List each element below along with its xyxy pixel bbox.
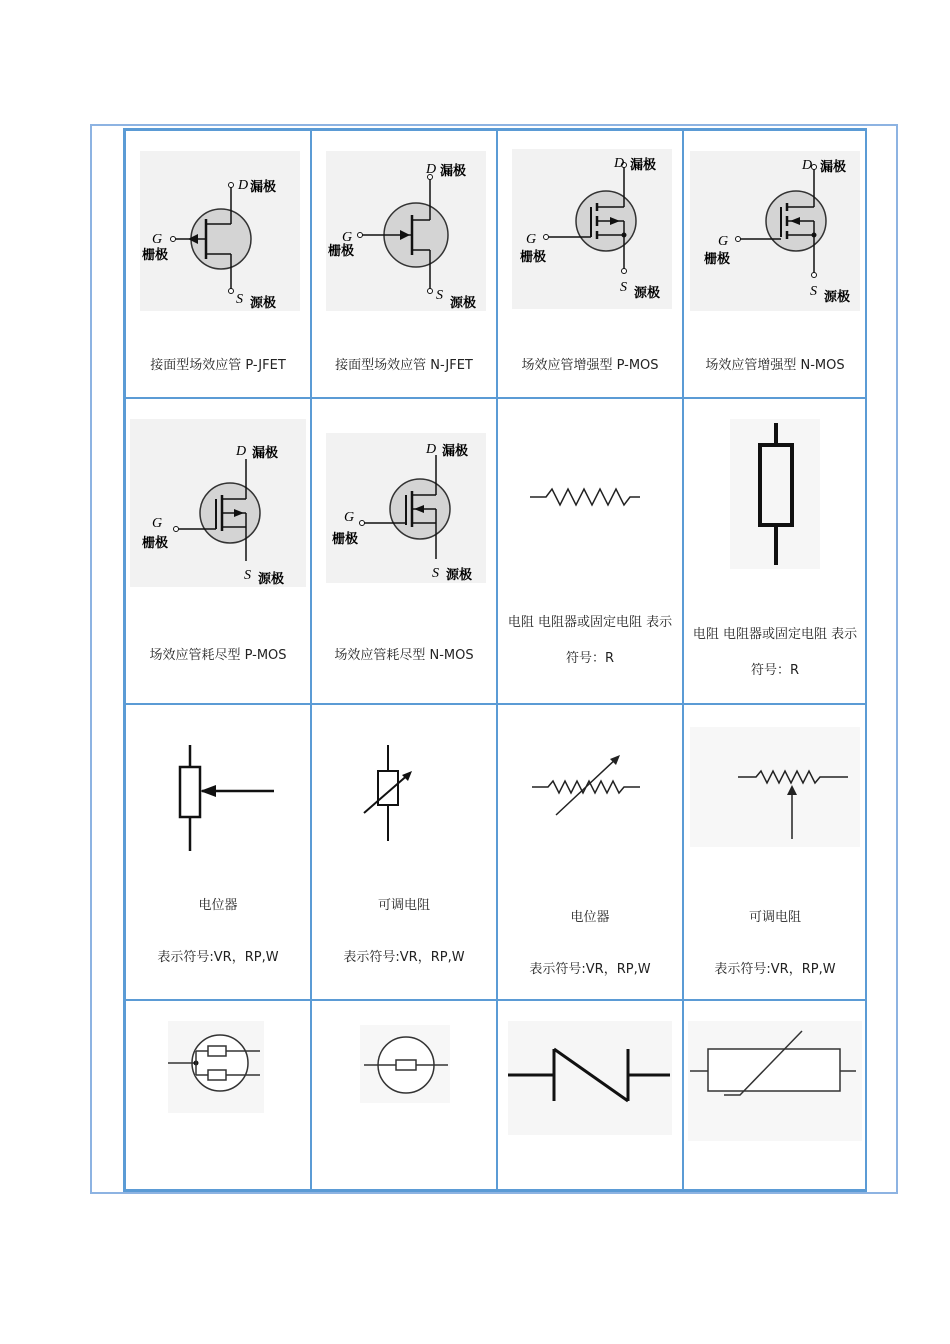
nmos-enh-symbol bbox=[684, 131, 866, 331]
drain-letter: D bbox=[238, 178, 249, 193]
variable-resistor-1-symbol-text: 表示符号:VR，RP,W bbox=[343, 950, 465, 965]
pmos-dep-symbol bbox=[126, 399, 310, 599]
source-label: 源极 bbox=[446, 568, 473, 583]
gate-letter: G bbox=[718, 234, 729, 249]
potentiometer-2-symbol bbox=[498, 705, 682, 875]
caption-pmos-enh: 场效应管增强型 P-MOS bbox=[521, 358, 659, 373]
cell-variable-resistor-1 bbox=[311, 704, 497, 1000]
potentiometer-2-name: 电位器 bbox=[570, 910, 610, 925]
cell-varistor bbox=[683, 1000, 867, 1190]
gate-letter: G bbox=[526, 232, 537, 247]
resistor-circle-symbol bbox=[312, 1001, 496, 1151]
zigzag-component-symbol bbox=[498, 1001, 682, 1151]
source-letter: S bbox=[436, 288, 443, 303]
source-label: 源极 bbox=[450, 296, 477, 311]
drain-letter: D bbox=[426, 442, 437, 457]
pmos-enh-symbol bbox=[498, 131, 682, 331]
source-letter: S bbox=[244, 568, 251, 583]
source-label: 源极 bbox=[824, 290, 851, 305]
resistor-box-symbol bbox=[684, 399, 866, 599]
gate-letter: G bbox=[152, 232, 163, 247]
cell-njfet bbox=[311, 130, 497, 398]
cell-pmos-enh bbox=[497, 130, 683, 398]
potentiometer-1-name: 电位器 bbox=[198, 898, 238, 913]
drain-label: 漏极 bbox=[250, 180, 277, 195]
gate-label: 栅极 bbox=[704, 252, 731, 267]
variable-resistor-2-symbol-text: 表示符号:VR，RP,W bbox=[714, 962, 836, 977]
drain-letter: D bbox=[236, 444, 247, 459]
potentiometer-2-symbol-text: 表示符号:VR，RP,W bbox=[529, 962, 651, 977]
cell-resistor-zigzag bbox=[497, 398, 683, 704]
caption-pmos-dep: 场效应管耗尽型 P-MOS bbox=[149, 648, 287, 663]
source-label: 源极 bbox=[250, 296, 277, 311]
source-label: 源极 bbox=[634, 286, 661, 301]
gate-label: 栅极 bbox=[332, 532, 359, 547]
caption-resistor-zigzag: 电阻 电阻器或固定电阻 表示符号：R bbox=[507, 615, 673, 666]
drain-label: 漏极 bbox=[440, 164, 467, 179]
varistor-symbol bbox=[684, 1001, 866, 1151]
cell-potentiometer-2 bbox=[497, 704, 683, 1000]
cell-zigzag-component bbox=[497, 1000, 683, 1190]
source-letter: S bbox=[620, 280, 627, 295]
potentiometer-1-symbol-text: 表示符号:VR，RP,W bbox=[157, 950, 279, 965]
drain-letter: D bbox=[614, 156, 625, 171]
drain-label: 漏极 bbox=[820, 160, 847, 175]
cell-variable-resistor-2 bbox=[683, 704, 867, 1000]
variable-resistor-2-symbol bbox=[684, 705, 866, 875]
gate-label: 栅极 bbox=[142, 248, 169, 263]
nmos-dep-symbol bbox=[312, 399, 496, 599]
variable-resistor-1-symbol bbox=[312, 705, 496, 875]
cell-pjfet bbox=[125, 130, 311, 398]
drain-label: 漏极 bbox=[630, 158, 657, 173]
symbol-table bbox=[123, 128, 867, 1192]
njfet-symbol bbox=[312, 131, 496, 331]
caption-resistor-box: 电阻 电阻器或固定电阻 表示符号：R bbox=[692, 627, 858, 678]
drain-letter: D bbox=[802, 158, 813, 173]
variable-resistor-2-name: 可调电阻 bbox=[748, 910, 801, 925]
cell-dual-resistor-circle bbox=[125, 1000, 311, 1190]
source-letter: S bbox=[236, 292, 243, 307]
source-letter: S bbox=[432, 566, 439, 581]
pjfet-symbol bbox=[126, 131, 310, 331]
cell-resistor-box bbox=[683, 398, 867, 704]
gate-label: 栅极 bbox=[520, 250, 547, 265]
gate-label: 栅极 bbox=[142, 536, 169, 551]
caption-nmos-enh: 场效应管增强型 N-MOS bbox=[705, 358, 845, 373]
cell-pmos-dep bbox=[125, 398, 311, 704]
drain-letter: D bbox=[426, 162, 437, 177]
source-label: 源极 bbox=[258, 572, 285, 587]
potentiometer-1-symbol bbox=[126, 705, 310, 875]
caption-njfet: 接面型场效应管 N-JFET bbox=[335, 358, 473, 373]
variable-resistor-1-name: 可调电阻 bbox=[377, 898, 430, 913]
cell-potentiometer-1 bbox=[125, 704, 311, 1000]
gate-letter: G bbox=[342, 230, 353, 245]
resistor-zigzag-symbol bbox=[498, 399, 682, 599]
caption-nmos-dep: 场效应管耗尽型 N-MOS bbox=[334, 648, 474, 663]
drain-label: 漏极 bbox=[252, 446, 279, 461]
cell-nmos-dep bbox=[311, 398, 497, 704]
gate-letter: G bbox=[344, 510, 355, 525]
gate-label: 栅极 bbox=[328, 244, 355, 259]
dual-resistor-circle-symbol bbox=[126, 1001, 310, 1151]
cell-nmos-enh bbox=[683, 130, 867, 398]
caption-pjfet: 接面型场效应管 P-JFET bbox=[150, 358, 286, 373]
drain-label: 漏极 bbox=[442, 444, 469, 459]
gate-letter: G bbox=[152, 516, 163, 531]
cell-resistor-circle bbox=[311, 1000, 497, 1190]
source-letter: S bbox=[810, 284, 817, 299]
